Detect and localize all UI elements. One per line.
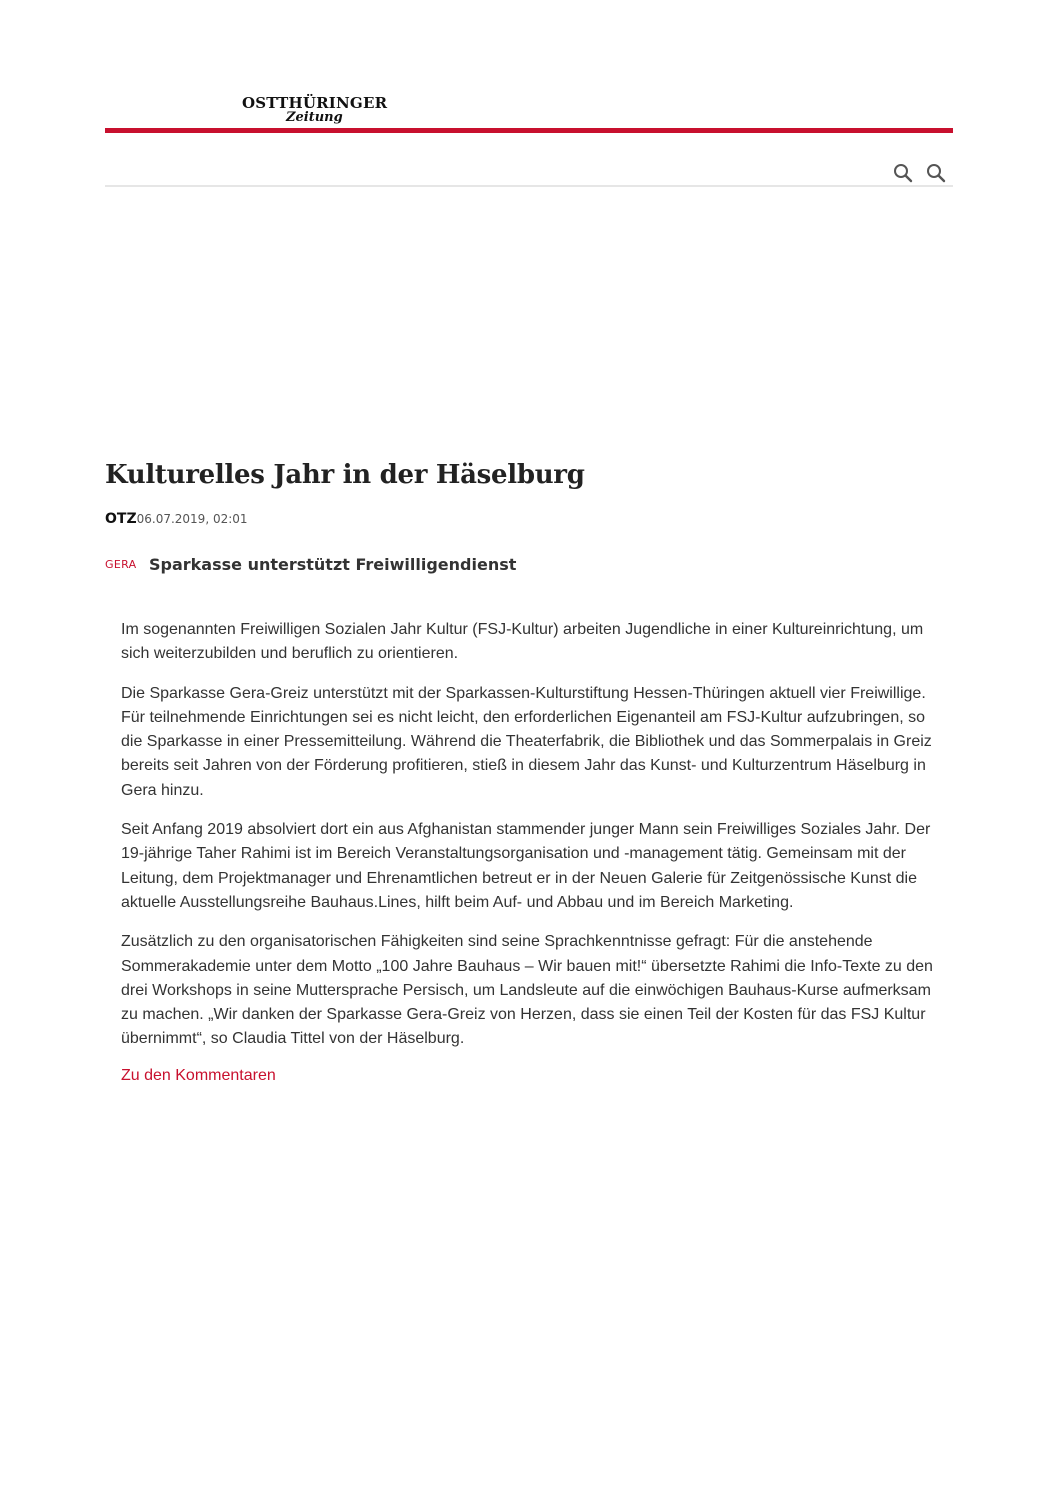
article-body — [121, 618, 941, 1088]
article-source: OTZ — [105, 511, 137, 527]
logo-line1: OSTTHÜRINGER — [242, 94, 388, 112]
article-paragraph: Zusätzlich zu den organisatorischen Fähigkeiten sind seine Sprachkenntnisse gefragt: Für die anstehende Sommerakademie unter dem Motto „100 Jahre Bauhaus – Wir bauen mit!“ übersetzte Rahimi die Info-Texte zu den drei Workshops in seine Muttersprache Persisch, um Landsleute auf die einwöchigen Bauhaus-Kurse aufmerksam zu machen. „Wir danken der Sparkasse Gera-Greiz von Herzen, dass sie einen Teil der Kosten für das FSJ Kultur übernimmt“, so Claudia Tittel von der Häselburg. — [121, 933, 933, 1048]
search-icon[interactable] — [926, 163, 946, 183]
article-paragraph: Im sogenannten Freiwilligen Sozialen Jahr Kultur (FSJ-Kultur) arbeiten Jugendliche in einer Kultureinrichtung, um sich weiterzubilden und beruflich zu orientieren. — [121, 621, 924, 663]
nav-divider — [105, 185, 953, 187]
comments-link[interactable]: Zu den Kommentaren — [121, 1066, 276, 1084]
location-label[interactable]: GERA — [105, 558, 137, 571]
logo-line2: Zeitung — [286, 110, 343, 125]
article-paragraph: Die Sparkasse Gera-Greiz unterstützt mit der Sparkassen-Kulturstiftung Hessen-Thüringen aktuell vier Freiwillige. Für teilnehmende Einrichtungen sei es nicht leicht, den erforderlichen Eigenanteil am FSJ-Kultur aufzubringen, so die Sparkasse in einer Pressemitteilung. Während die Theaterfabrik, die Bibliothek und das Sommerpalais in Greiz bereits seit Jahren von der Förderung profitieren, stieß in diesem Jahr das Kunst- und Kulturzentrum Häselburg in Gera hinzu. — [121, 684, 932, 799]
site-logo[interactable] — [242, 96, 392, 124]
article-date: 06.07.2019, 02:01 — [136, 512, 248, 526]
header-red-bar — [105, 128, 953, 133]
article-paragraph: Seit Anfang 2019 absolviert dort ein aus Afghanistan stammender junger Mann sein Freiwilliges Soziales Jahr. Der 19-jährige Taher Rahimi ist im Bereich Veranstaltungsorganisation und -management tätig. Gemeinsam mit der Leitung, dem Projektmanager und Ehrenamtlichen betreut er in der Neuen Galerie für Zeitgenössische Kunst die aktuelle Ausstellungsreihe Bauhaus.Lines, hilft beim Auf- und Abbau und im Bereich Marketing. — [121, 821, 931, 911]
article-headline: Kulturelles Jahr in der Häselburg — [105, 460, 585, 490]
search-icon[interactable] — [893, 163, 913, 183]
article-meta — [105, 511, 248, 527]
article-kicker — [105, 554, 516, 574]
article-subheadline: Sparkasse unterstützt Freiwilligendienst — [149, 555, 517, 574]
